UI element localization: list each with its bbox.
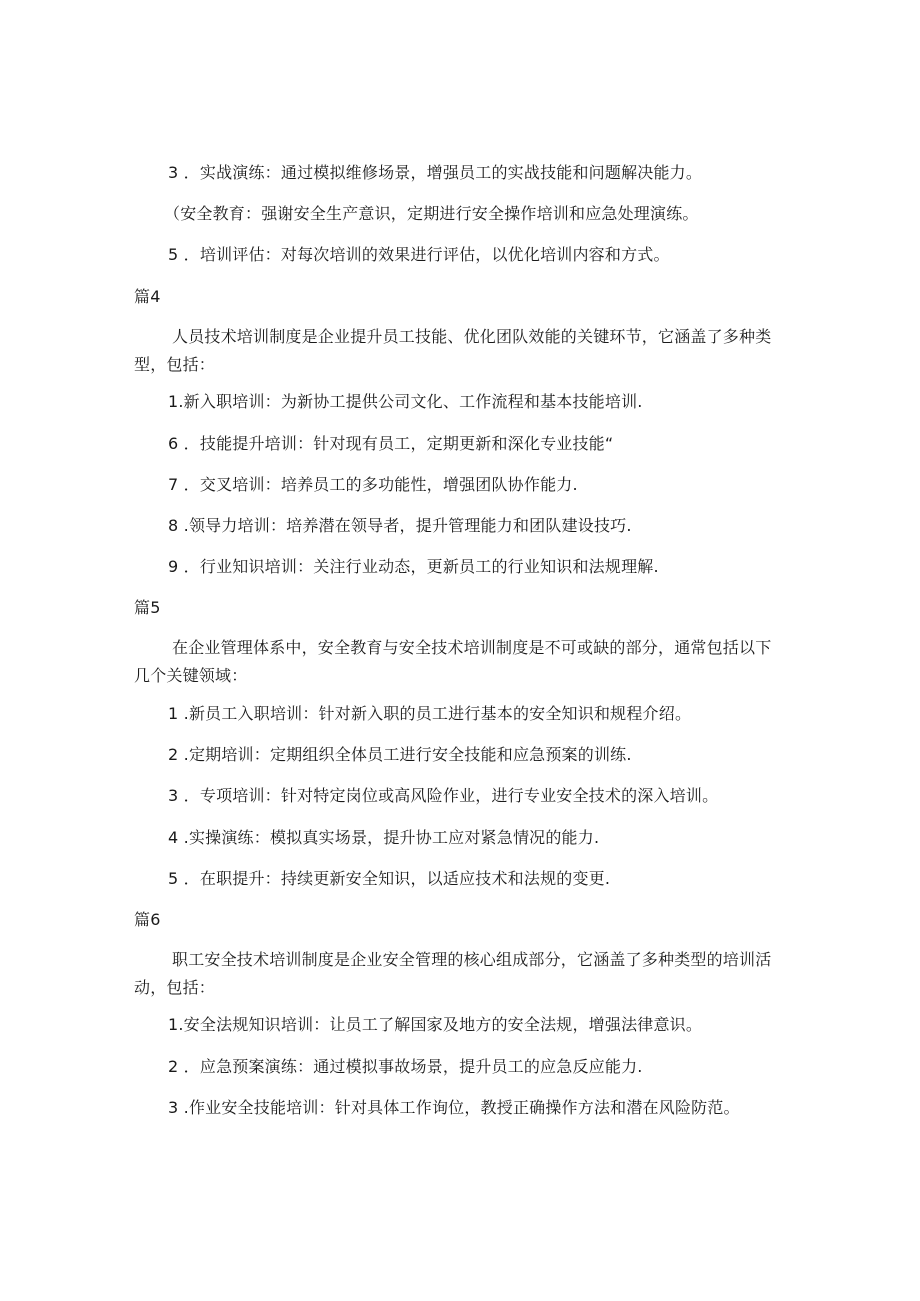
list-item: （安全教育：强谢安全生产意识，定期进行安全操作培训和应急处理演练。 xyxy=(164,204,699,223)
list-item: 3 .作业安全技能培训：针对具体工作询位，教授正确操作方法和潜在风险防范。 xyxy=(168,1098,740,1117)
list-item: 2 .定期培训：定期组织全体员工进行安全技能和应急预案的训练. xyxy=(168,745,632,764)
section-heading: 篇4 xyxy=(134,287,161,306)
list-item: 4 .实操演练：模拟真实场景，提升协工应对紧急情况的能力. xyxy=(168,828,600,847)
list-item: 9 ．行业知识培训：关注行业动态，更新员工的行业知识和法规理解. xyxy=(168,557,659,576)
list-item: 5 ．在职提升：持续更新安全知识，以适应技术和法规的变更. xyxy=(168,869,611,888)
list-item: 7 ．交叉培训：培养员工的多功能性，增强团队协作能力. xyxy=(168,475,578,494)
list-item: 5 ．培训评估：对每次培训的效果进行评估，以优化培训内容和方式。 xyxy=(168,245,670,264)
list-item: 1 .新员工入职培训：针对新入职的员工进行基本的安全知识和规程介绍。 xyxy=(168,704,692,723)
section-intro: 在企业管理体系中，安全教育与安全技术培训制度是不可或缺的部分，通常包括以下几个关键领域： xyxy=(134,638,772,685)
list-item: 1.安全法规知识培训：让员工了解国家及地方的安全法规，增强法律意识。 xyxy=(168,1015,703,1034)
list-item: 1.新入职培训：为新协工提供公司文化、工作流程和基本技能培训. xyxy=(168,392,643,411)
list-item: 3 ．实战演练：通过模拟维修场景，增强员工的实战技能和问题解决能力。 xyxy=(168,163,703,182)
section-heading: 篇6 xyxy=(134,910,161,929)
list-item: 3 ．专项培训：针对特定岗位或高风险作业，进行专业安全技术的深入培训。 xyxy=(168,786,719,805)
list-item: 6 ．技能提升培训：针对现有员工，定期更新和深化专业技能“ xyxy=(168,434,614,453)
section-heading: 篇5 xyxy=(134,598,161,617)
section-intro: 人员技术培训制度是企业提升员工技能、优化团队效能的关键环节，它涵盖了多种类型，包括： xyxy=(134,327,772,374)
list-item: 8 .领导力培训：培养潜在领导者，提升管理能力和团队建设技巧. xyxy=(168,516,632,535)
list-item: 2 ．应急预案演练：通过模拟事故场景，提升员工的应急反应能力. xyxy=(168,1057,643,1076)
section-intro: 职工安全技术培训制度是企业安全管理的核心组成部分，它涵盖了多种类型的培训活动，包括： xyxy=(134,950,772,997)
